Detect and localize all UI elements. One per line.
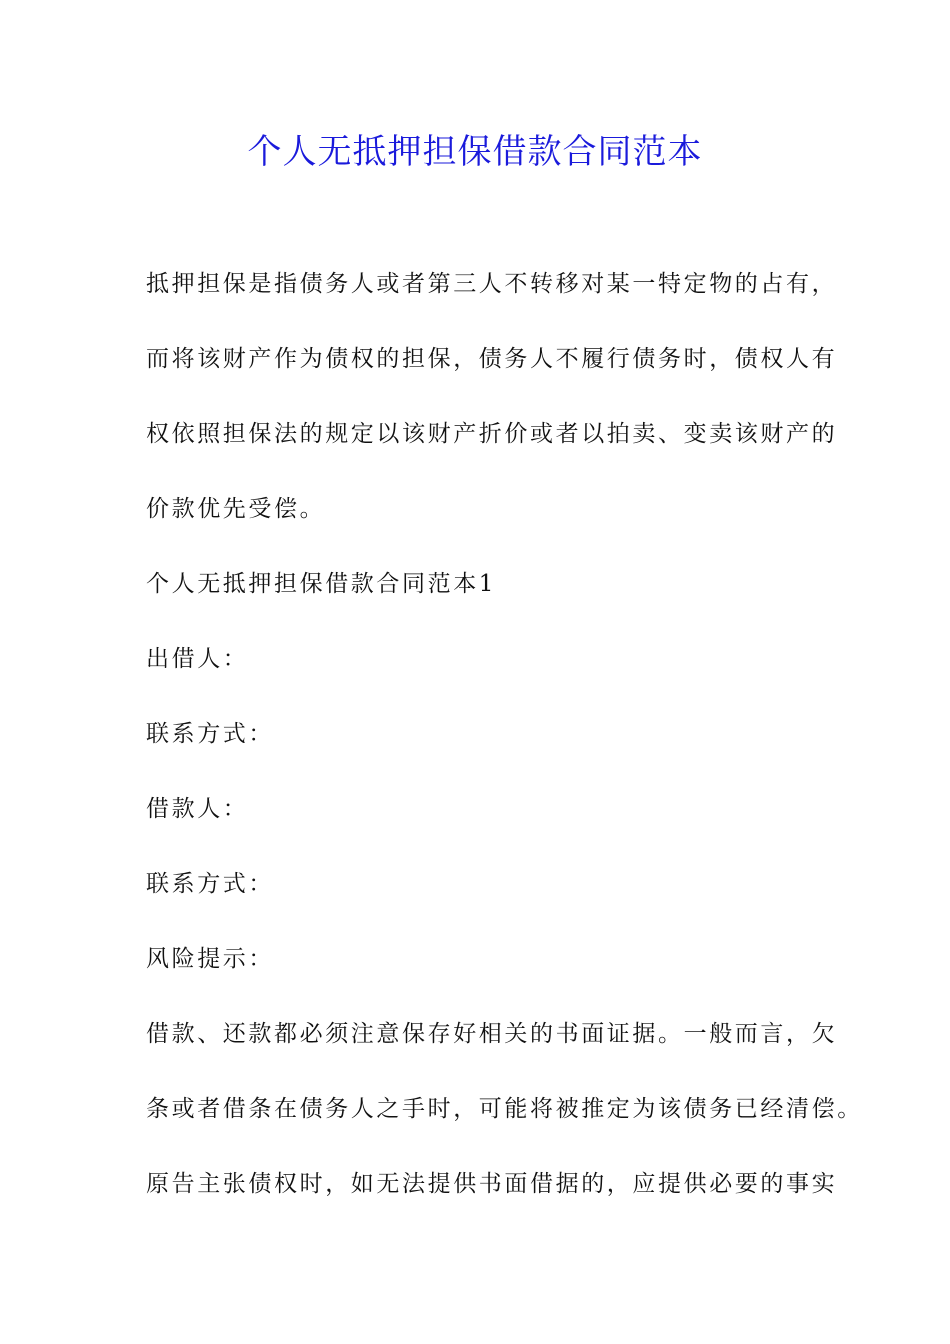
lender-field: 出借人： <box>146 646 249 672</box>
borrower-contact-field: 联系方式： <box>146 871 274 897</box>
risk-line-1: 借款、还款都必须注意保存好相关的书面证据。一般而言，欠 <box>146 1021 838 1047</box>
intro-line-1: 抵押担保是指债务人或者第三人不转移对某一特定物的占有， <box>146 271 838 297</box>
lender-contact-field: 联系方式： <box>146 721 274 747</box>
borrower-field: 借款人： <box>146 796 249 822</box>
section-heading: 个人无抵押担保借款合同范本1 <box>146 571 497 597</box>
risk-line-3: 原告主张债权时，如无法提供书面借据的，应提供必要的事实 <box>146 1171 838 1197</box>
intro-line-2: 而将该财产作为债权的担保，债务人不履行债务时，债权人有 <box>146 346 838 372</box>
intro-line-3: 权依照担保法的规定以该财产折价或者以拍卖、变卖该财产的 <box>146 421 838 447</box>
risk-line-2: 条或者借条在债务人之手时，可能将被推定为该债务已经清偿。 <box>146 1096 863 1122</box>
document-title: 个人无抵押担保借款合同范本 <box>247 132 703 172</box>
risk-heading: 风险提示： <box>146 946 274 972</box>
intro-line-4: 价款优先受偿。 <box>146 496 326 522</box>
